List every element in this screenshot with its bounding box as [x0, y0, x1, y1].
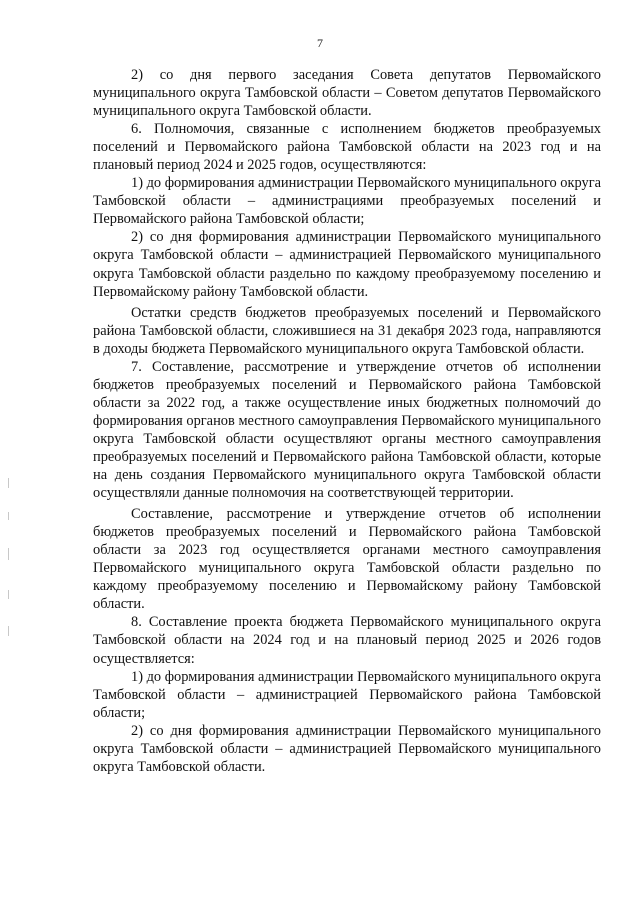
- paragraph: 2) со дня формирования администрации Первомайского муниципального округа Тамбовской области – администрацией Первомайского муниципального округа Тамбовской области.: [93, 722, 601, 775]
- paragraph: Остатки средств бюджетов преобразуемых поселений и Первомайского района Тамбовской области, сложившиеся на 31 декабря 2023 года, направляются в доходы бюджета Первомайского муниципального округа Тамбовской области.: [93, 304, 601, 357]
- scan-margin-mark: [8, 626, 9, 636]
- scan-margin-mark: [8, 590, 9, 599]
- document-body: [93, 66, 601, 776]
- paragraph: 8. Составление проекта бюджета Первомайского муниципального округа Тамбовской области на 2024 год и на плановый период 2025 и 2026 годов осуществляется:: [93, 614, 601, 667]
- scan-margin-mark: [8, 548, 9, 560]
- paragraph: 1) до формирования администрации Первомайского муниципального округа Тамбовской области – администрациями преобразуемых поселений и Первомайского района Тамбовской области;: [93, 175, 601, 228]
- scan-margin-mark: [8, 512, 9, 520]
- scan-margin-mark: [8, 478, 9, 488]
- paragraph: 7. Составление, рассмотрение и утверждение отчетов об исполнении бюджетов преобразуемых поселений и Первомайского района Тамбовской области за 2022 год, а также осуществление иных бюджетных полномочий до формирования органов местного самоуправления Первомайского муниципального округа Тамбовской области осуществляют органы местного самоуправления преобразуемых поселений и Первомайского района Тамбовской области, которые на день создания Первомайского муниципального округа Тамбовской области осуществляли данные полномочия на соответствующей территории.: [93, 358, 601, 502]
- paragraph: 1) до формирования администрации Первомайского муниципального округа Тамбовской области – администрацией Первомайского района Тамбовской области;: [93, 668, 601, 721]
- paragraph: Составление, рассмотрение и утверждение отчетов об исполнении бюджетов преобразуемых поселений и Первомайского района Тамбовской области за 2023 год осуществляется органами местного самоуправления Первомайского муниципального округа Тамбовской области раздельно по каждому преобразуемому поселению и Первомайскому району Тамбовской области.: [93, 506, 601, 613]
- page-number: 7: [317, 36, 323, 50]
- paragraph: 2) со дня первого заседания Совета депутатов Первомайского муниципального округа Тамбовской области – Советом депутатов Первомайского муниципального округа Тамбовской области.: [93, 67, 601, 120]
- paragraph: 6. Полномочия, связанные с исполнением бюджетов преобразуемых поселений и Первомайского района Тамбовской области на 2023 год и на плановый период 2024 и 2025 годов, осуществляются:: [93, 121, 601, 174]
- paragraph: 2) со дня формирования администрации Первомайского муниципального округа Тамбовской области – администрацией Первомайского муниципального округа Тамбовской области раздельно по каждому преобразуемому поселению и Первомайскому району Тамбовской области.: [93, 229, 601, 300]
